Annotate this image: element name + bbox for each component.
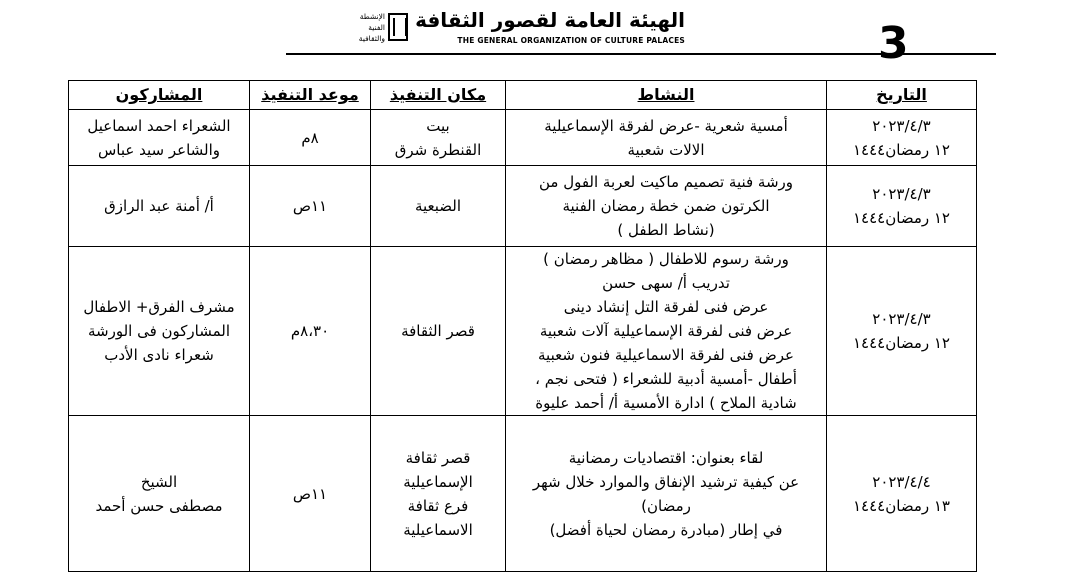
org-header: [285, 8, 685, 48]
cell-place: الضبعية: [371, 166, 506, 247]
table-row: [69, 110, 977, 166]
page-number: 3: [878, 18, 909, 69]
header-activity: النشاط: [506, 81, 827, 110]
cell-place: بيت القنطرة شرق: [371, 110, 506, 166]
cell-activity: أمسية شعرية -عرض لفرقة الإسماعيلية الالات شعبية: [506, 110, 827, 166]
cell-participants: أ/ أمنة عبد الرازق: [69, 166, 250, 247]
header-date: التاريخ: [827, 81, 977, 110]
org-subtitle-line: والثقافية: [358, 34, 385, 43]
cell-date: ٢٠٢٣/٤/٤ ١٣ رمضان١٤٤٤: [827, 416, 977, 572]
cell-activity: لقاء بعنوان: اقتصاديات رمضانية عن كيفية ترشيد الإنفاق والموارد خلال شهر رمضان) في إطار (مبادرة رمضان لحياة أفضل): [506, 416, 827, 572]
org-logo-icon: [388, 13, 408, 41]
schedule-table: [68, 80, 977, 572]
cell-activity: ورشة فنية تصميم ماكيت لعربة الفول من الكرتون ضمن خطة رمضان الفنية (نشاط الطفل ): [506, 166, 827, 247]
cell-place: قصر الثقافة: [371, 247, 506, 416]
cell-time: ١١ص: [250, 416, 371, 572]
table-row: [69, 247, 977, 416]
cell-activity: ورشة رسوم للاطفال ( مظاهر رمضان ) تدريب أ/ سهى حسن عرض فنى لفرقة التل إنشاد دينى عرض فنى لفرقة الإسماعيلية آلات شعبية عرض فنى لفرقة الاسماعيلية فنون شعبية أطفال -أمسية أدبية للشعراء ( فتحى نجم ، شادية الملاح ) ادارة الأمسية أ/ أحمد عليوة: [506, 247, 827, 416]
cell-date: ٢٠٢٣/٤/٣ ١٢ رمضان١٤٤٤: [827, 166, 977, 247]
org-name-english: THE GENERAL ORGANIZATION OF CULTURE PALACES: [457, 36, 685, 45]
header-place: مكان التنفيذ: [371, 81, 506, 110]
cell-time: ١١ص: [250, 166, 371, 247]
table-row: [69, 166, 977, 247]
cell-participants: الشعراء احمد اسماعيل والشاعر سيد عباس: [69, 110, 250, 166]
org-subtitle: [341, 11, 385, 44]
org-subtitle-line: الفنية: [368, 23, 385, 32]
cell-participants: مشرف الفرق+ الاطفال المشاركون فى الورشة شعراء نادى الأدب: [69, 247, 250, 416]
table-header-row: [69, 81, 977, 110]
cell-time: ٨،٣٠م: [250, 247, 371, 416]
org-name-arabic: الهيئة العامة لقصور الثقافة: [415, 8, 685, 32]
header-time: موعد التنفيذ: [250, 81, 371, 110]
header-participants: المشاركون: [69, 81, 250, 110]
cell-date: ٢٠٢٣/٤/٣ ١٢ رمضان١٤٤٤: [827, 247, 977, 416]
cell-place: قصر ثقافة الإسماعيلية فرع ثقافة الاسماعيلية: [371, 416, 506, 572]
cell-date: ٢٠٢٣/٤/٣ ١٢ رمضان١٤٤٤: [827, 110, 977, 166]
table-row: [69, 416, 977, 572]
cell-participants: الشيخ مصطفى حسن أحمد: [69, 416, 250, 572]
cell-time: ٨م: [250, 110, 371, 166]
org-subtitle-line: الإنشطة: [359, 12, 385, 21]
